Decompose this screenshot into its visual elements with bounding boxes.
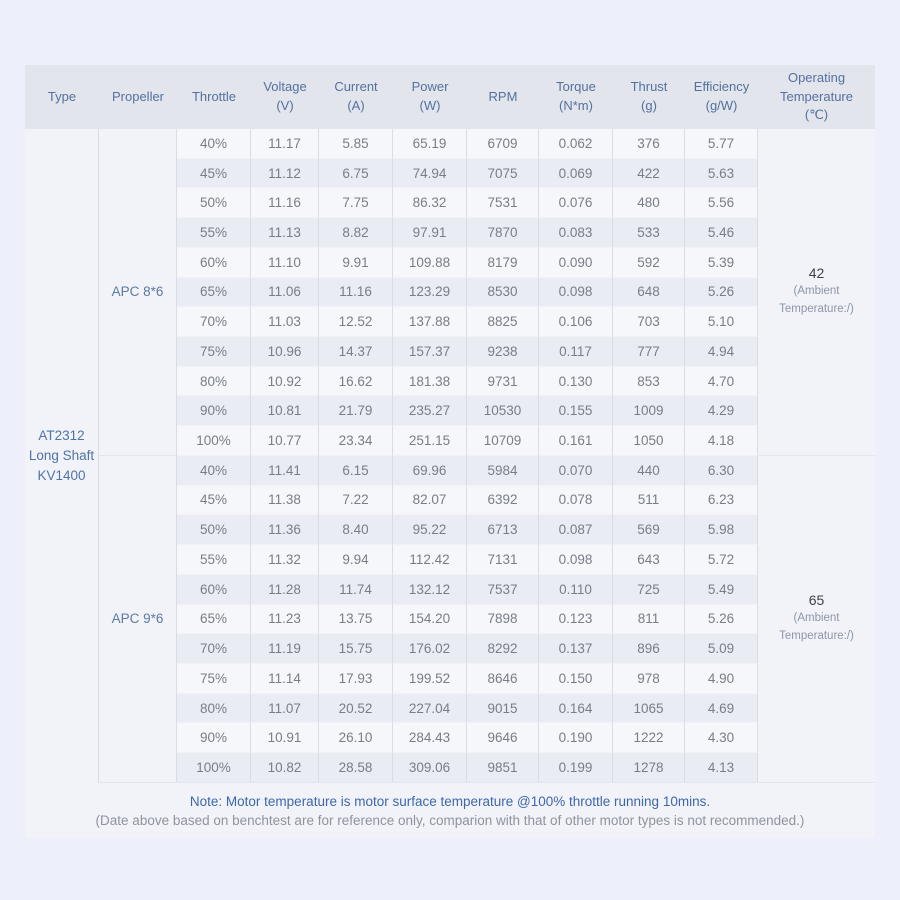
efficiency-cell: 4.90: [685, 664, 758, 694]
torque-cell: 0.130: [539, 367, 613, 397]
throttle-cell: 65%: [177, 605, 251, 635]
efficiency-cell: 5.56: [685, 188, 758, 218]
voltage-cell: 11.41: [251, 456, 319, 486]
efficiency-cell: 5.09: [685, 634, 758, 664]
torque-cell: 0.106: [539, 307, 613, 337]
torque-cell: 0.190: [539, 723, 613, 753]
rpm-cell: 6713: [467, 515, 539, 545]
power-cell: 109.88: [393, 248, 467, 278]
table-row: [25, 456, 875, 486]
current-cell: 28.58: [319, 753, 393, 783]
thrust-cell: 811: [613, 605, 685, 635]
thrust-cell: 480: [613, 188, 685, 218]
current-cell: 5.85: [319, 129, 393, 159]
throttle-cell: 70%: [177, 307, 251, 337]
column-header-rpm: RPM: [467, 65, 539, 129]
power-cell: 176.02: [393, 634, 467, 664]
power-cell: 86.32: [393, 188, 467, 218]
efficiency-cell: 5.63: [685, 159, 758, 189]
throttle-cell: 65%: [177, 278, 251, 308]
type-cell: AT2312 Long Shaft KV1400: [25, 129, 99, 783]
throttle-cell: 45%: [177, 486, 251, 516]
current-cell: 15.75: [319, 634, 393, 664]
current-cell: 20.52: [319, 694, 393, 724]
throttle-cell: 90%: [177, 396, 251, 426]
column-header-type: Type: [25, 65, 99, 129]
temperature-value: 42: [808, 265, 825, 282]
power-cell: 95.22: [393, 515, 467, 545]
thrust-cell: 1278: [613, 753, 685, 783]
voltage-cell: 11.14: [251, 664, 319, 694]
operating-temperature-cell: [758, 456, 875, 783]
throttle-cell: 55%: [177, 545, 251, 575]
power-cell: 199.52: [393, 664, 467, 694]
voltage-cell: 11.38: [251, 486, 319, 516]
thrust-cell: 853: [613, 367, 685, 397]
current-cell: 11.16: [319, 278, 393, 308]
torque-cell: 0.076: [539, 188, 613, 218]
current-cell: 7.75: [319, 188, 393, 218]
spec-table-panel: [25, 65, 875, 838]
throttle-cell: 100%: [177, 426, 251, 456]
voltage-cell: 11.10: [251, 248, 319, 278]
voltage-cell: 11.07: [251, 694, 319, 724]
table-header: [25, 65, 875, 129]
rpm-cell: 7131: [467, 545, 539, 575]
rpm-cell: 7870: [467, 218, 539, 248]
torque-cell: 0.087: [539, 515, 613, 545]
rpm-cell: 8646: [467, 664, 539, 694]
throttle-cell: 40%: [177, 129, 251, 159]
rpm-cell: 6709: [467, 129, 539, 159]
voltage-cell: 11.17: [251, 129, 319, 159]
voltage-cell: 10.91: [251, 723, 319, 753]
power-cell: 157.37: [393, 337, 467, 367]
rpm-cell: 8825: [467, 307, 539, 337]
power-cell: 251.15: [393, 426, 467, 456]
ambient-temperature-note: (Ambient Temperature:/): [779, 612, 854, 642]
torque-cell: 0.164: [539, 694, 613, 724]
column-header-power: Power (W): [393, 65, 467, 129]
efficiency-cell: 4.69: [685, 694, 758, 724]
power-cell: 82.07: [393, 486, 467, 516]
torque-cell: 0.078: [539, 486, 613, 516]
thrust-cell: 1050: [613, 426, 685, 456]
thrust-cell: 511: [613, 486, 685, 516]
voltage-cell: 11.23: [251, 605, 319, 635]
voltage-cell: 11.13: [251, 218, 319, 248]
efficiency-cell: 6.23: [685, 486, 758, 516]
voltage-cell: 11.32: [251, 545, 319, 575]
thrust-cell: 777: [613, 337, 685, 367]
rpm-cell: 10709: [467, 426, 539, 456]
current-cell: 13.75: [319, 605, 393, 635]
current-cell: 21.79: [319, 396, 393, 426]
torque-cell: 0.123: [539, 605, 613, 635]
column-header-thrust: Thrust (g): [613, 65, 685, 129]
voltage-cell: 11.16: [251, 188, 319, 218]
current-cell: 23.34: [319, 426, 393, 456]
rpm-cell: 7075: [467, 159, 539, 189]
throttle-cell: 100%: [177, 753, 251, 783]
rpm-cell: 7531: [467, 188, 539, 218]
power-cell: 227.04: [393, 694, 467, 724]
column-header-operating-temperature: Operating Temperature (℃): [758, 65, 875, 129]
current-cell: 16.62: [319, 367, 393, 397]
thrust-cell: 376: [613, 129, 685, 159]
current-cell: 6.75: [319, 159, 393, 189]
power-cell: 74.94: [393, 159, 467, 189]
voltage-cell: 10.92: [251, 367, 319, 397]
rpm-cell: 8292: [467, 634, 539, 664]
thrust-cell: 648: [613, 278, 685, 308]
power-cell: 123.29: [393, 278, 467, 308]
torque-cell: 0.199: [539, 753, 613, 783]
throttle-cell: 50%: [177, 515, 251, 545]
rpm-cell: 10530: [467, 396, 539, 426]
throttle-cell: 50%: [177, 188, 251, 218]
note-disclaimer: (Date above based on benchtest are for reference only, comparion with that of other motor types is not recommended.): [95, 813, 805, 829]
thrust-cell: 422: [613, 159, 685, 189]
current-cell: 12.52: [319, 307, 393, 337]
thrust-cell: 592: [613, 248, 685, 278]
voltage-cell: 10.81: [251, 396, 319, 426]
rpm-cell: 7537: [467, 575, 539, 605]
thrust-cell: 569: [613, 515, 685, 545]
column-header-throttle: Throttle: [177, 65, 251, 129]
thrust-cell: 533: [613, 218, 685, 248]
efficiency-cell: 5.77: [685, 129, 758, 159]
rpm-cell: 9731: [467, 367, 539, 397]
column-header-voltage: Voltage (V): [251, 65, 319, 129]
efficiency-cell: 5.46: [685, 218, 758, 248]
efficiency-cell: 5.39: [685, 248, 758, 278]
efficiency-cell: 4.94: [685, 337, 758, 367]
column-header-current: Current (A): [319, 65, 393, 129]
torque-cell: 0.098: [539, 278, 613, 308]
column-header-torque: Torque (N*m): [539, 65, 613, 129]
power-cell: 132.12: [393, 575, 467, 605]
efficiency-cell: 4.30: [685, 723, 758, 753]
efficiency-cell: 5.10: [685, 307, 758, 337]
throttle-cell: 90%: [177, 723, 251, 753]
efficiency-cell: 6.30: [685, 456, 758, 486]
throttle-cell: 80%: [177, 367, 251, 397]
efficiency-cell: 5.26: [685, 278, 758, 308]
torque-cell: 0.117: [539, 337, 613, 367]
efficiency-cell: 4.70: [685, 367, 758, 397]
power-cell: 284.43: [393, 723, 467, 753]
efficiency-cell: 5.49: [685, 575, 758, 605]
current-cell: 11.74: [319, 575, 393, 605]
ambient-temperature-note: (Ambient Temperature:/): [779, 285, 854, 315]
throttle-cell: 60%: [177, 575, 251, 605]
torque-cell: 0.137: [539, 634, 613, 664]
rpm-cell: 8530: [467, 278, 539, 308]
current-cell: 26.10: [319, 723, 393, 753]
voltage-cell: 11.28: [251, 575, 319, 605]
torque-cell: 0.150: [539, 664, 613, 694]
voltage-cell: 10.96: [251, 337, 319, 367]
torque-cell: 0.098: [539, 545, 613, 575]
voltage-cell: 10.77: [251, 426, 319, 456]
rpm-cell: 9646: [467, 723, 539, 753]
voltage-cell: 10.82: [251, 753, 319, 783]
efficiency-cell: 4.13: [685, 753, 758, 783]
rpm-cell: 5984: [467, 456, 539, 486]
current-cell: 8.40: [319, 515, 393, 545]
torque-cell: 0.069: [539, 159, 613, 189]
power-cell: 181.38: [393, 367, 467, 397]
current-cell: 8.82: [319, 218, 393, 248]
throttle-cell: 70%: [177, 634, 251, 664]
temperature-value: 65: [808, 592, 825, 609]
thrust-cell: 1009: [613, 396, 685, 426]
thrust-cell: 896: [613, 634, 685, 664]
power-cell: 309.06: [393, 753, 467, 783]
rpm-cell: 7898: [467, 605, 539, 635]
throttle-cell: 55%: [177, 218, 251, 248]
current-cell: 9.91: [319, 248, 393, 278]
rpm-cell: 9851: [467, 753, 539, 783]
voltage-cell: 11.36: [251, 515, 319, 545]
current-cell: 9.94: [319, 545, 393, 575]
torque-cell: 0.083: [539, 218, 613, 248]
rpm-cell: 9238: [467, 337, 539, 367]
throttle-cell: 40%: [177, 456, 251, 486]
power-cell: 154.20: [393, 605, 467, 635]
throttle-cell: 45%: [177, 159, 251, 189]
throttle-cell: 60%: [177, 248, 251, 278]
torque-cell: 0.090: [539, 248, 613, 278]
footnotes: [25, 783, 875, 831]
power-cell: 97.91: [393, 218, 467, 248]
motor-spec-table: [25, 65, 875, 783]
propeller-cell: APC 8*6: [99, 129, 177, 456]
voltage-cell: 11.06: [251, 278, 319, 308]
table-row: [25, 129, 875, 159]
rpm-cell: 8179: [467, 248, 539, 278]
power-cell: 137.88: [393, 307, 467, 337]
rpm-cell: 6392: [467, 486, 539, 516]
efficiency-cell: 4.18: [685, 426, 758, 456]
torque-cell: 0.155: [539, 396, 613, 426]
throttle-cell: 80%: [177, 694, 251, 724]
efficiency-cell: 5.98: [685, 515, 758, 545]
power-cell: 69.96: [393, 456, 467, 486]
thrust-cell: 978: [613, 664, 685, 694]
torque-cell: 0.161: [539, 426, 613, 456]
current-cell: 14.37: [319, 337, 393, 367]
power-cell: 235.27: [393, 396, 467, 426]
efficiency-cell: 5.72: [685, 545, 758, 575]
torque-cell: 0.062: [539, 129, 613, 159]
current-cell: 17.93: [319, 664, 393, 694]
voltage-cell: 11.03: [251, 307, 319, 337]
voltage-cell: 11.19: [251, 634, 319, 664]
torque-cell: 0.070: [539, 456, 613, 486]
propeller-cell: APC 9*6: [99, 456, 177, 783]
voltage-cell: 11.12: [251, 159, 319, 189]
torque-cell: 0.110: [539, 575, 613, 605]
efficiency-cell: 4.29: [685, 396, 758, 426]
power-cell: 65.19: [393, 129, 467, 159]
operating-temperature-cell: [758, 129, 875, 456]
throttle-cell: 75%: [177, 664, 251, 694]
thrust-cell: 440: [613, 456, 685, 486]
column-header-propeller: Propeller: [99, 65, 177, 129]
note-temperature: Note: Motor temperature is motor surface temperature @100% throttle running 10mins.: [189, 793, 711, 809]
thrust-cell: 1222: [613, 723, 685, 753]
current-cell: 7.22: [319, 486, 393, 516]
column-header-efficiency: Efficiency (g/W): [685, 65, 758, 129]
rpm-cell: 9015: [467, 694, 539, 724]
power-cell: 112.42: [393, 545, 467, 575]
throttle-cell: 75%: [177, 337, 251, 367]
thrust-cell: 725: [613, 575, 685, 605]
thrust-cell: 643: [613, 545, 685, 575]
thrust-cell: 1065: [613, 694, 685, 724]
efficiency-cell: 5.26: [685, 605, 758, 635]
thrust-cell: 703: [613, 307, 685, 337]
current-cell: 6.15: [319, 456, 393, 486]
